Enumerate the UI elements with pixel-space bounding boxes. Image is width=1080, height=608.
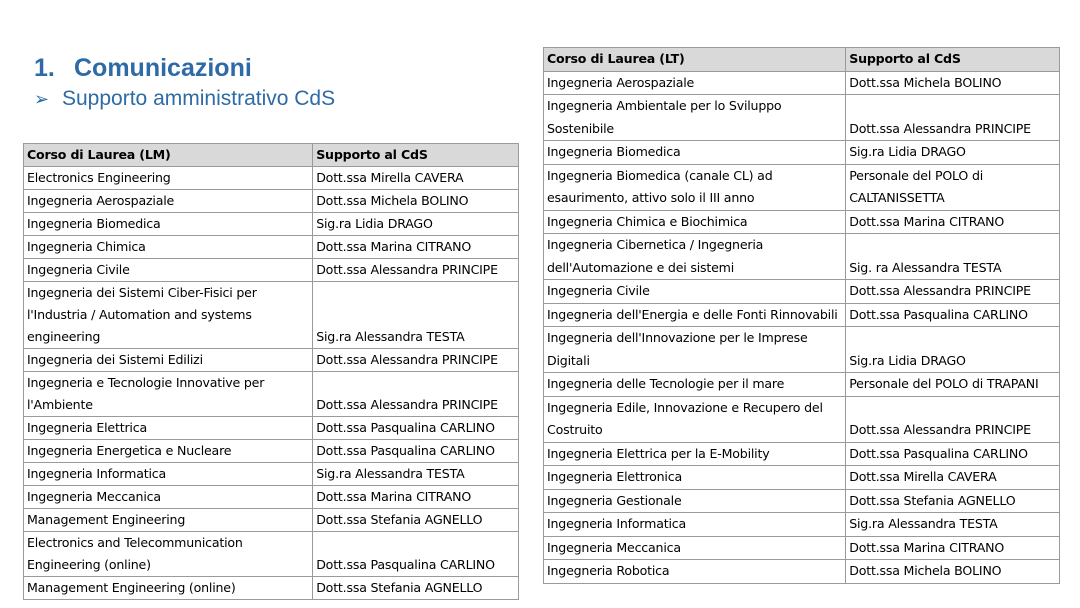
table-row: [24, 190, 519, 213]
supporto-cell: Dott.ssa Marina CITRANO: [846, 210, 1060, 234]
corso-cell: Ingegneria Informatica: [24, 463, 313, 486]
table-row: [24, 577, 519, 600]
table-row: [544, 164, 1060, 210]
table-row: [544, 489, 1060, 513]
corso-cell: Ingegneria delle Tecnologie per il mare: [544, 373, 846, 397]
page-subtitle: [34, 87, 335, 111]
table-row: [544, 536, 1060, 560]
supporto-cell: Dott.ssa Alessandra PRINCIPE: [313, 372, 519, 417]
corso-cell: Ingegneria Meccanica: [544, 536, 846, 560]
table-row: [24, 440, 519, 463]
table-row: [544, 280, 1060, 304]
supporto-cell: Sig.ra Alessandra TESTA: [313, 463, 519, 486]
table-row: [544, 560, 1060, 584]
corso-cell: Ingegneria dell'Innovazione per le Imprese Digitali: [544, 327, 846, 373]
supporto-cell: Dott.ssa Marina CITRANO: [313, 236, 519, 259]
column-header-corso: Corso di Laurea (LM): [24, 144, 313, 167]
corso-cell: Ingegneria Chimica: [24, 236, 313, 259]
corso-cell: Management Engineering: [24, 509, 313, 532]
corso-cell: Ingegneria Informatica: [544, 513, 846, 537]
supporto-cell: Dott.ssa Pasqualina CARLINO: [313, 440, 519, 463]
supporto-cell: Personale del POLO di TRAPANI: [846, 373, 1060, 397]
corso-cell: Ingegneria Gestionale: [544, 489, 846, 513]
supporto-cell: Dott.ssa Michela BOLINO: [313, 190, 519, 213]
table-row: [544, 327, 1060, 373]
subtitle-text: Supporto amministrativo CdS: [62, 87, 336, 110]
corso-cell: Ingegneria Robotica: [544, 560, 846, 584]
supporto-cell: Sig.ra Alessandra TESTA: [313, 282, 519, 349]
supporto-cell: Dott.ssa Pasqualina CARLINO: [313, 532, 519, 577]
supporto-cell: Sig.ra Alessandra TESTA: [846, 513, 1060, 537]
corso-cell: Ingegneria Aerospaziale: [544, 71, 846, 95]
supporto-cell: Personale del POLO di CALTANISSETTA: [846, 164, 1060, 210]
column-header-corso: Corso di Laurea (LT): [544, 48, 846, 72]
column-header-supporto: Supporto al CdS: [313, 144, 519, 167]
table-row: [24, 213, 519, 236]
table-header-row: [24, 144, 519, 167]
corso-cell: Ingegneria Meccanica: [24, 486, 313, 509]
table-laurea-magistrale: [23, 143, 519, 600]
table-header-row: [544, 48, 1060, 72]
table-row: [544, 442, 1060, 466]
supporto-cell: Dott.ssa Alessandra PRINCIPE: [846, 95, 1060, 141]
supporto-cell: Dott.ssa Pasqualina CARLINO: [846, 442, 1060, 466]
supporto-cell: Dott.ssa Stefania AGNELLO: [313, 509, 519, 532]
corso-cell: Ingegneria Energetica e Nucleare: [24, 440, 313, 463]
table-row: [24, 282, 519, 349]
table-row: [544, 141, 1060, 165]
supporto-cell: Dott.ssa Alessandra PRINCIPE: [846, 396, 1060, 442]
corso-cell: Ingegneria Biomedica (canale CL) ad esaurimento, attivo solo il III anno: [544, 164, 846, 210]
table-row: [24, 372, 519, 417]
supporto-cell: Sig.ra Lidia DRAGO: [846, 141, 1060, 165]
supporto-cell: Dott.ssa Michela BOLINO: [846, 560, 1060, 584]
table-row: [24, 236, 519, 259]
supporto-cell: Dott.ssa Mirella CAVERA: [846, 466, 1060, 490]
supporto-cell: Dott.ssa Marina CITRANO: [313, 486, 519, 509]
page-title: [34, 54, 252, 83]
corso-cell: Ingegneria Civile: [544, 280, 846, 304]
table-row: [24, 349, 519, 372]
supporto-cell: Dott.ssa Alessandra PRINCIPE: [846, 280, 1060, 304]
corso-cell: Ingegneria dei Sistemi Edilizi: [24, 349, 313, 372]
supporto-cell: Dott.ssa Stefania AGNELLO: [846, 489, 1060, 513]
supporto-cell: Sig.ra Lidia DRAGO: [846, 327, 1060, 373]
table-row: [544, 95, 1060, 141]
table-laurea-triennale: [543, 47, 1060, 584]
supporto-cell: Dott.ssa Stefania AGNELLO: [313, 577, 519, 600]
corso-cell: Management Engineering (online): [24, 577, 313, 600]
supporto-cell: Dott.ssa Marina CITRANO: [846, 536, 1060, 560]
corso-cell: Ingegneria dell'Energia e delle Fonti Rinnovabili: [544, 303, 846, 327]
corso-cell: Ingegneria Chimica e Biochimica: [544, 210, 846, 234]
arrow-bullet-icon: ➢: [34, 89, 50, 109]
corso-cell: Ingegneria Civile: [24, 259, 313, 282]
table-row: [24, 417, 519, 440]
table-row: [544, 373, 1060, 397]
corso-cell: Electronics Engineering: [24, 167, 313, 190]
corso-cell: Ingegneria Edile, Innovazione e Recupero del Costruito: [544, 396, 846, 442]
supporto-cell: Dott.ssa Pasqualina CARLINO: [846, 303, 1060, 327]
supporto-cell: Dott.ssa Mirella CAVERA: [313, 167, 519, 190]
supporto-cell: Dott.ssa Alessandra PRINCIPE: [313, 259, 519, 282]
corso-cell: Ingegneria Biomedica: [24, 213, 313, 236]
table-row: [544, 513, 1060, 537]
corso-cell: Ingegneria Aerospaziale: [24, 190, 313, 213]
table-row: [544, 303, 1060, 327]
section-title: Comunicazioni: [74, 54, 252, 82]
table-row: [544, 234, 1060, 280]
corso-cell: Ingegneria Elettrica per la E-Mobility: [544, 442, 846, 466]
corso-cell: Ingegneria e Tecnologie Innovative per l'Ambiente: [24, 372, 313, 417]
table-row: [24, 463, 519, 486]
corso-cell: Ingegneria Biomedica: [544, 141, 846, 165]
corso-cell: Ingegneria dei Sistemi Ciber-Fisici per l'Industria / Automation and systems engineering: [24, 282, 313, 349]
supporto-cell: Dott.ssa Michela BOLINO: [846, 71, 1060, 95]
corso-cell: Ingegneria Ambientale per lo Sviluppo Sostenibile: [544, 95, 846, 141]
supporto-cell: Dott.ssa Alessandra PRINCIPE: [313, 349, 519, 372]
supporto-cell: Sig. ra Alessandra TESTA: [846, 234, 1060, 280]
supporto-cell: Sig.ra Lidia DRAGO: [313, 213, 519, 236]
table-row: [24, 167, 519, 190]
corso-cell: Ingegneria Cibernetica / Ingegneria dell'Automazione e dei sistemi: [544, 234, 846, 280]
corso-cell: Electronics and Telecommunication Engineering (online): [24, 532, 313, 577]
table-row: [544, 210, 1060, 234]
table-row: [24, 486, 519, 509]
table-row: [544, 71, 1060, 95]
supporto-cell: Dott.ssa Pasqualina CARLINO: [313, 417, 519, 440]
table-row: [544, 396, 1060, 442]
table-row: [544, 466, 1060, 490]
table-row: [24, 532, 519, 577]
table-row: [24, 259, 519, 282]
table-row: [24, 509, 519, 532]
column-header-supporto: Supporto al CdS: [846, 48, 1060, 72]
corso-cell: Ingegneria Elettrica: [24, 417, 313, 440]
section-number: 1.: [34, 54, 55, 82]
corso-cell: Ingegneria Elettronica: [544, 466, 846, 490]
